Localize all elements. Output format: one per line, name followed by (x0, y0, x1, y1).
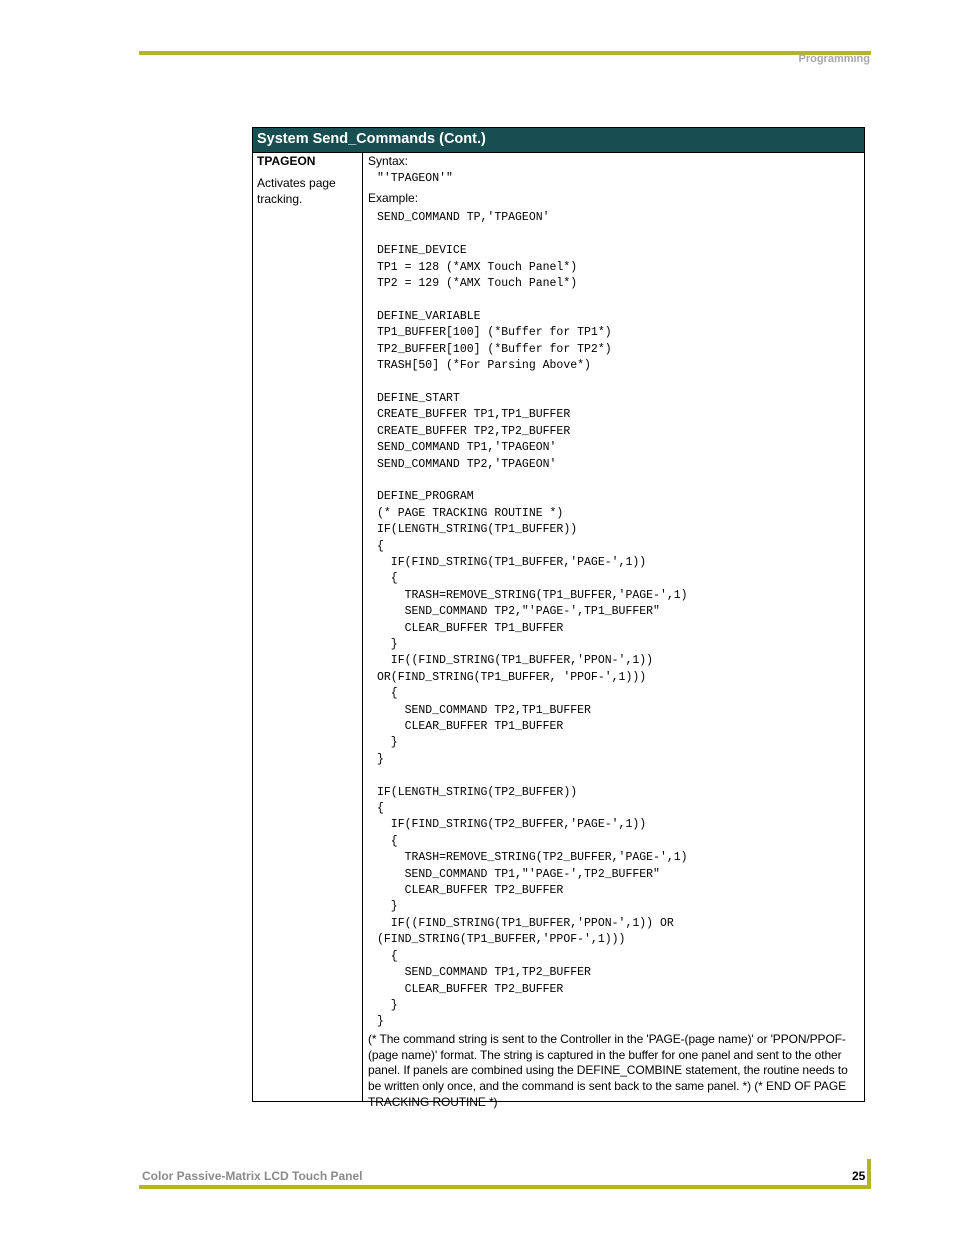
example-code: SEND_COMMAND TP,'TPAGEON' DEFINE_DEVICE TP1 = 128 (*AMX Touch Panel*) TP2 = 129 (*AMX Touch Panel*) DEFINE_VARIABLE TP1_BUFFER[100] (*Buffer for TP1*) TP2_BUFFER[100] (*Buffer for TP2*) TRASH[50] (*For Parsing Above*) DEFINE_START CREATE_BUFFER TP1,TP1_BUFFER CREATE_BUFFER TP2,TP2_BUFFER SEND_COMMAND TP1,'TPAGEON' SEND_COMMAND TP2,'TPAGEON' DEFINE_PROGRAM (* PAGE TRACKING ROUTINE *) IF(LENGTH_STRING(TP1_BUFFER)) { IF(FIND_STRING(TP1_BUFFER,'PAGE-',1)) { TRASH=REMOVE_STRING(TP1_BUFFER,'PAGE-',1) SEND_COMMAND TP2,"'PAGE-',TP1_BUFFER" CLEAR_BUFFER TP1_BUFFER } IF((FIND_STRING(TP1_BUFFER,'PPON-',1)) OR(FIND_STRING(TP1_BUFFER, 'PPOF-',1))) { SEND_COMMAND TP2,TP1_BUFFER CLEAR_BUFFER TP1_BUFFER } } IF(LENGTH_STRING(TP2_BUFFER)) { IF(FIND_STRING(TP2_BUFFER,'PAGE-',1)) { TRASH=REMOVE_STRING(TP2_BUFFER,'PAGE-',1) SEND_COMMAND TP1,"'PAGE-',TP2_BUFFER" CLEAR_BUFFER TP2_BUFFER } IF((FIND_STRING(TP1_BUFFER,'PPON-',1)) OR (FIND_STRING(TP1_BUFFER,'PPOF-',1))) { SEND_COMMAND TP1,TP2_BUFFER CLEAR_BUFFER TP2_BUFFER } } (377, 211, 688, 1029)
syntax-code: "'TPAGEON'" (377, 172, 453, 185)
footer-title: Color Passive-Matrix LCD Touch Panel (142, 1169, 363, 1183)
syntax-label: Syntax: (368, 154, 409, 168)
page-number: 25 (852, 1169, 866, 1183)
table-title: System Send_Commands (Cont.) (253, 128, 864, 153)
top-rule (139, 51, 871, 55)
section-label: Programming (798, 53, 870, 65)
details-column (364, 153, 864, 1109)
command-description: Activates page tracking. (257, 176, 336, 206)
command-name: TPAGEON (257, 154, 316, 168)
routine-note: (* The command string is sent to the Controller in the 'PAGE-(page name)' or 'PPON/PPOF-(page name)' format. The string is captured in the buffer for one panel and sent to the other panel. If panels are combined using the DEFINE_COMBINE statement, the routine needs to be written only once, and the command is sent back to the same panel. *) (* END OF PAGE TRACKING ROUTINE *) (368, 1031, 848, 1109)
command-column (253, 153, 363, 1101)
table-body (253, 153, 864, 1109)
command-table (252, 127, 865, 1109)
example-label: Example: (368, 191, 419, 206)
bottom-rule (139, 1185, 871, 1189)
